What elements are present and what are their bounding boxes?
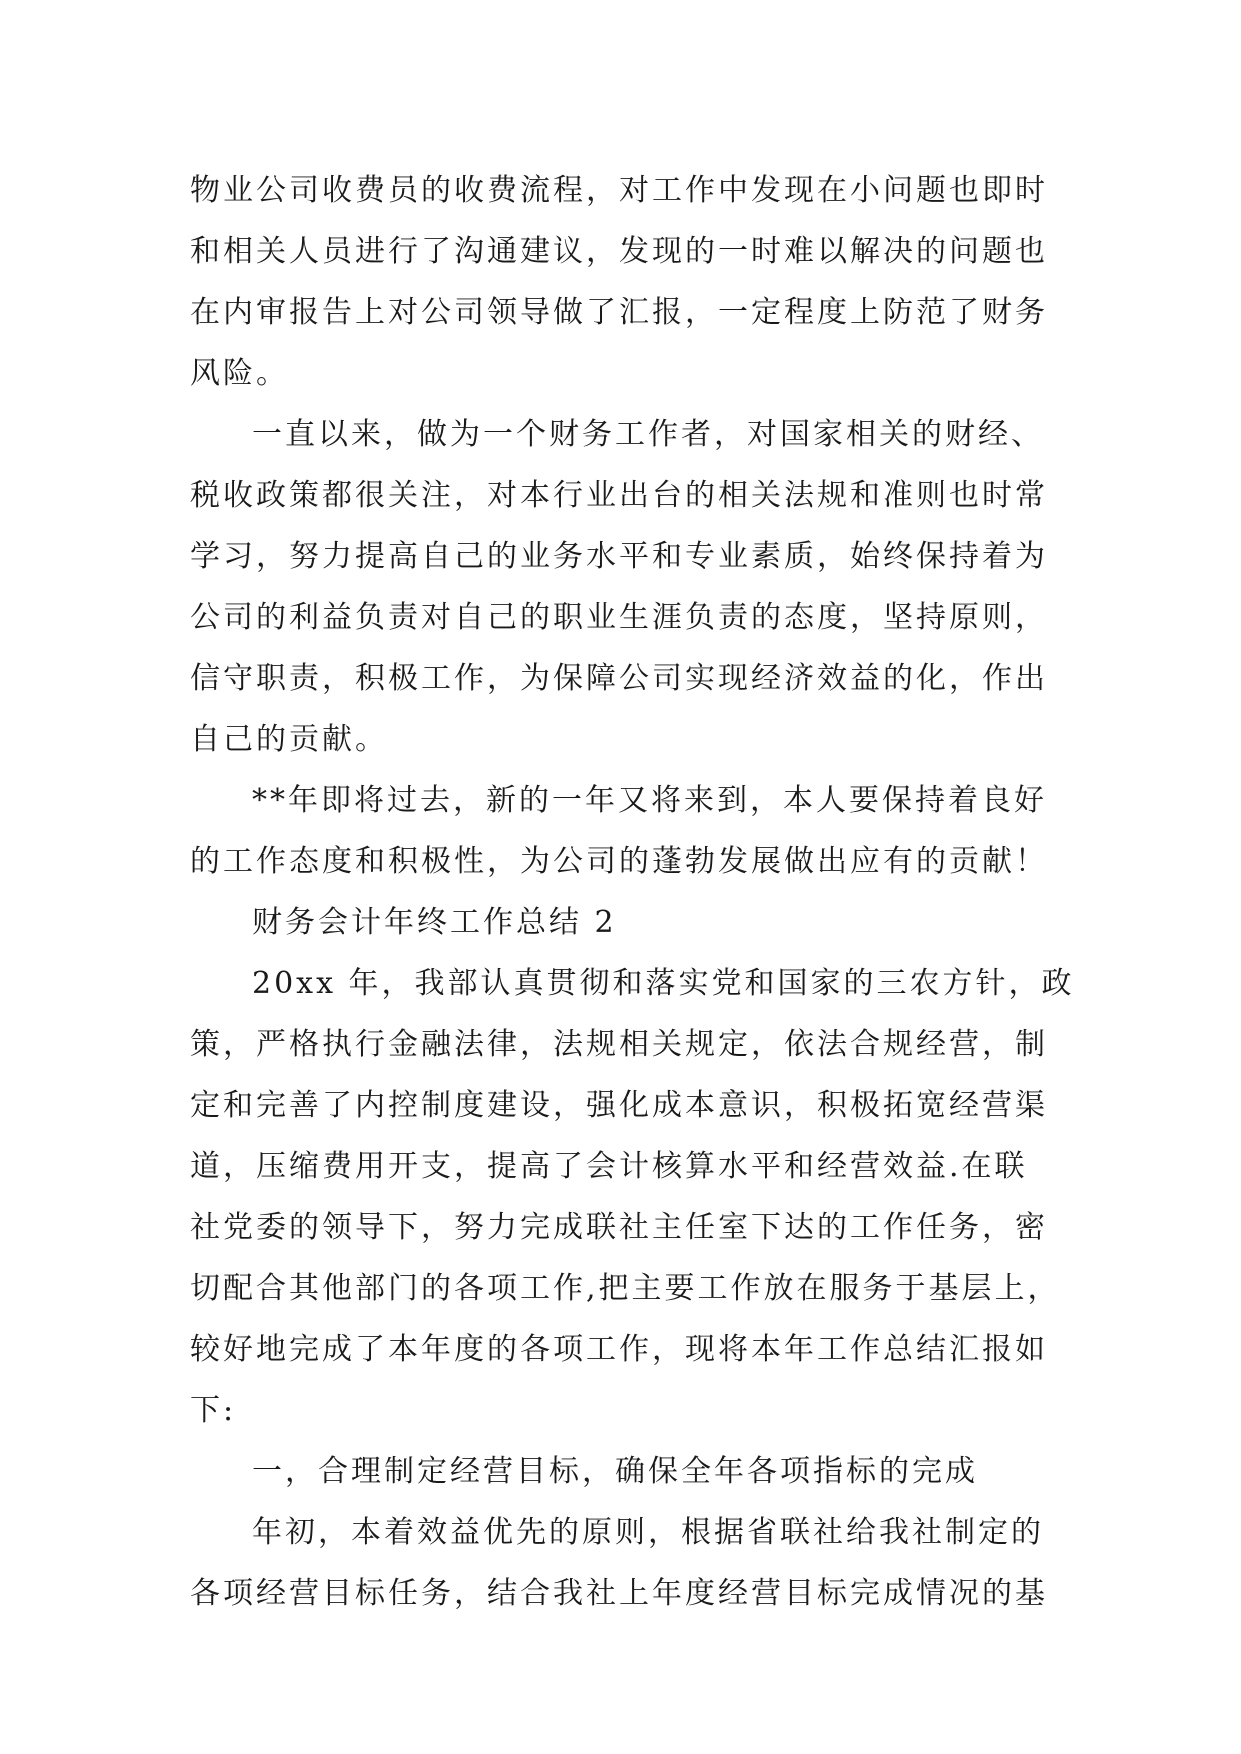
text-line: 道，压缩费用开支，提高了会计核算水平和经营效益.在联 bbox=[190, 1149, 1028, 1184]
text-line: 定和完善了内控制度建设，强化成本意识，积极拓宽经营渠 bbox=[190, 1088, 1048, 1123]
subsection-heading: 一，合理制定经营目标，确保全年各项指标的完成 bbox=[252, 1454, 978, 1489]
text-line: 和相关人员进行了沟通建议，发现的一时难以解决的问题也 bbox=[190, 234, 1048, 269]
text-line: 社党委的领导下，努力完成联社主任室下达的工作任务，密 bbox=[190, 1210, 1048, 1245]
text-line: 的工作态度和积极性，为公司的蓬勃发展做出应有的贡献！ bbox=[190, 844, 1048, 879]
text-line: 在内审报告上对公司领导做了汇报，一定程度上防范了财务 bbox=[190, 295, 1048, 330]
text-line: 公司的利益负责对自己的职业生涯负责的态度，坚持原则， bbox=[190, 600, 1048, 635]
text-line: 20xx 年，我部认真贯彻和落实党和国家的三农方针，政 bbox=[252, 966, 1075, 1001]
section-heading: 财务会计年终工作总结 2 bbox=[252, 905, 617, 940]
text-line: 切配合其他部门的各项工作,把主要工作放在服务于基层上， bbox=[190, 1271, 1061, 1306]
text-line: 各项经营目标任务，结合我社上年度经营目标完成情况的基 bbox=[190, 1576, 1048, 1611]
text-line: 学习，努力提高自己的业务水平和专业素质，始终保持着为 bbox=[190, 539, 1048, 574]
document-body bbox=[190, 160, 1075, 1624]
text-line: 物业公司收费员的收费流程，对工作中发现在小问题也即时 bbox=[190, 173, 1048, 208]
text-line: 风险。 bbox=[190, 356, 289, 391]
text-line: 下: bbox=[190, 1393, 237, 1428]
text-line: 一直以来，做为一个财务工作者，对国家相关的财经、 bbox=[252, 417, 1044, 452]
text-line: 策，严格执行金融法律，法规相关规定，依法合规经营，制 bbox=[190, 1027, 1048, 1062]
text-line: 较好地完成了本年度的各项工作，现将本年工作总结汇报如 bbox=[190, 1332, 1048, 1367]
text-line: 信守职责，积极工作，为保障公司实现经济效益的化，作出 bbox=[190, 661, 1048, 696]
text-line: 税收政策都很关注，对本行业出台的相关法规和准则也时常 bbox=[190, 478, 1048, 513]
text-line: 年初，本着效益优先的原则，根据省联社给我社制定的 bbox=[252, 1515, 1044, 1550]
text-line: 自己的贡献。 bbox=[190, 722, 388, 757]
text-line: **年即将过去，新的一年又将来到，本人要保持着良好 bbox=[252, 783, 1047, 818]
